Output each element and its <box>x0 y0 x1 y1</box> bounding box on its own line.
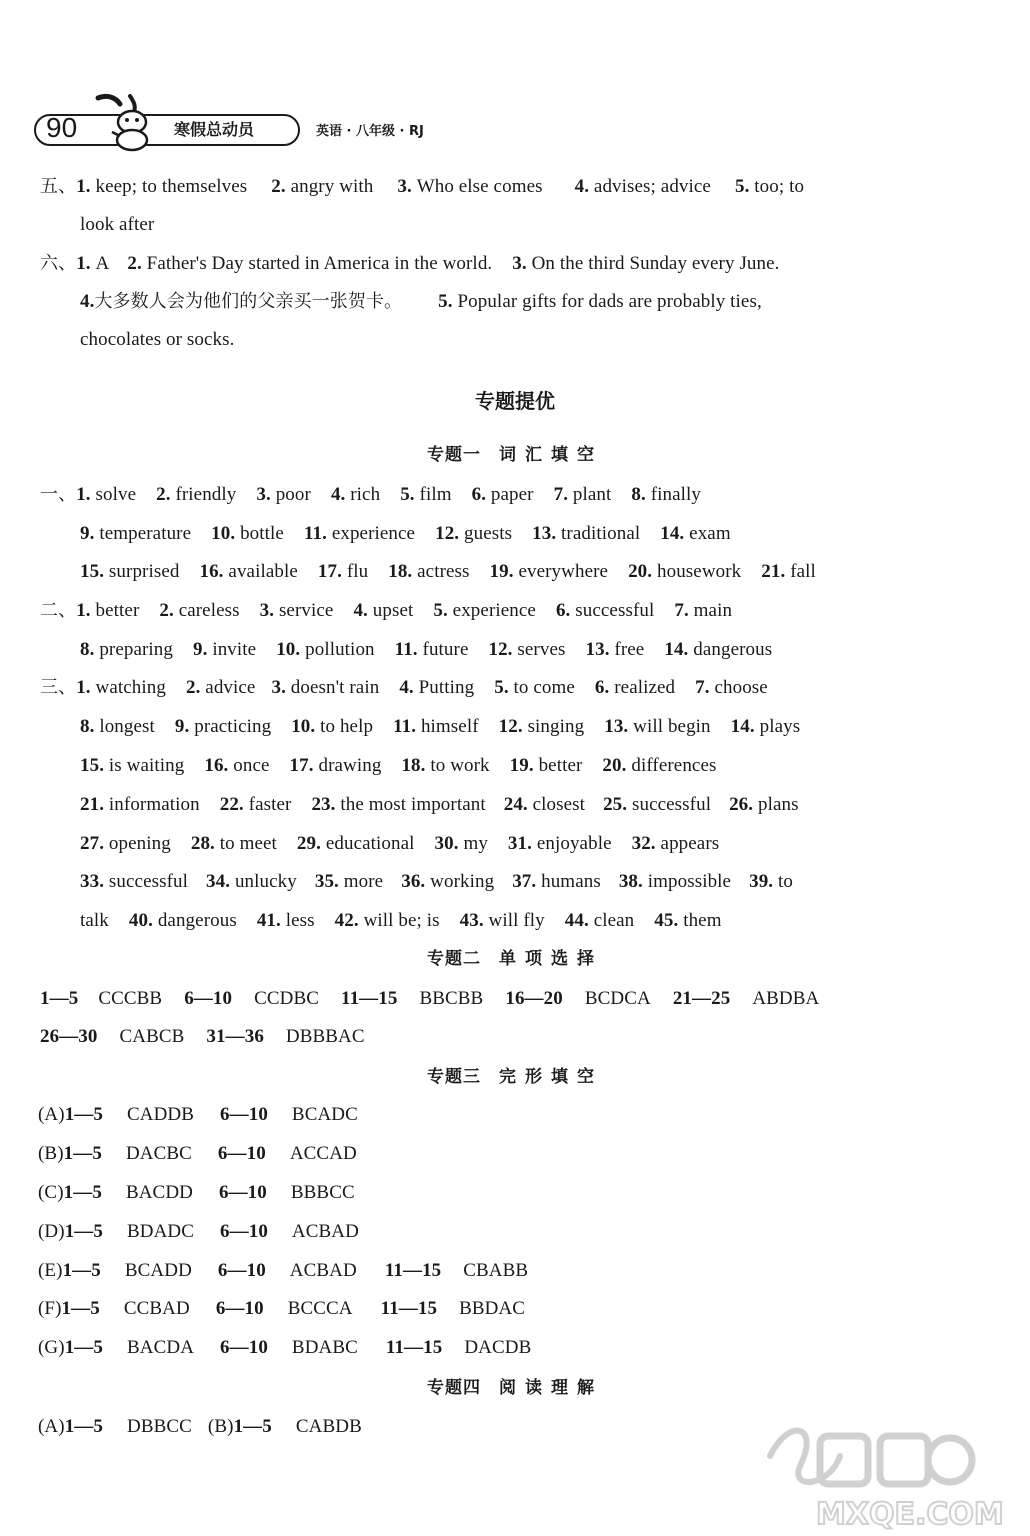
item-number: 23. <box>311 794 336 815</box>
answer: surprised <box>108 561 180 582</box>
answer: dangerous <box>693 639 773 660</box>
item-number: 1. <box>76 677 91 698</box>
range: 6—10 <box>217 1143 266 1164</box>
answer: paper <box>490 484 534 505</box>
item-number: 32. <box>631 833 656 854</box>
answer: BBDAC <box>459 1298 526 1319</box>
range: 1—5 <box>233 1416 272 1437</box>
answer: careless <box>178 600 240 621</box>
t1-san-line-4 <box>80 793 799 817</box>
answer: will fly <box>488 910 545 931</box>
item-number: 36. <box>401 871 426 892</box>
passage-label: (A) <box>38 1104 65 1125</box>
answer: service <box>278 600 334 621</box>
answer: practicing <box>194 716 272 737</box>
answer: BBBCC <box>290 1182 355 1203</box>
answer: finally <box>650 484 702 505</box>
answer: solve <box>95 484 137 505</box>
item-number: 14. <box>730 716 755 737</box>
answer: housework <box>657 561 742 582</box>
item-number: 15. <box>80 561 105 582</box>
section-liu-line-3 <box>80 328 234 352</box>
answer: experience <box>452 600 536 621</box>
item-number: 43. <box>459 910 484 931</box>
item-number: 14. <box>664 639 689 660</box>
item-number: 1. <box>76 176 91 197</box>
answer: faster <box>248 794 292 815</box>
answer: better <box>538 755 583 776</box>
answer: everywhere <box>518 561 609 582</box>
item-number: 5. <box>494 677 509 698</box>
item-number: 6. <box>594 677 610 698</box>
answer: actress <box>417 561 470 582</box>
answer: closest <box>532 794 586 815</box>
item-number: 25. <box>603 794 628 815</box>
item-number: 6. <box>555 600 571 621</box>
passage-label: (C) <box>38 1182 64 1203</box>
answer: ABDBA <box>752 988 820 1009</box>
answer: advises; advice <box>593 176 711 197</box>
answer: CCBAD <box>123 1298 190 1319</box>
answer: ACCAD <box>289 1143 357 1164</box>
answer: available <box>228 561 298 582</box>
answer: my <box>463 833 488 854</box>
item-number: 18. <box>388 561 413 582</box>
book-title: 寒假总动员 <box>174 120 255 139</box>
passage-label: (B) <box>207 1416 234 1437</box>
answer: himself <box>420 716 479 737</box>
t3-row-e <box>38 1259 528 1283</box>
item-number: 38. <box>618 871 643 892</box>
item-number: 20. <box>602 755 627 776</box>
item-number: 19. <box>509 755 534 776</box>
range: 11—15 <box>380 1298 438 1319</box>
item-number: 13. <box>532 523 557 544</box>
answer: ACBAD <box>289 1260 357 1281</box>
answer: once <box>233 755 270 776</box>
svg-text:MXQE.COM: MXQE.COM <box>816 1497 1004 1532</box>
passage-label: (E) <box>38 1260 63 1281</box>
t1-san-line-5 <box>80 832 719 856</box>
answer: singing <box>527 716 585 737</box>
answer: BCCCA <box>287 1298 353 1319</box>
item-number: 14. <box>660 523 685 544</box>
item-number: 11. <box>303 523 327 544</box>
mascot-icon <box>90 92 170 152</box>
answer: experience <box>331 523 416 544</box>
item-number: 4. <box>353 600 368 621</box>
answer: educational <box>325 833 415 854</box>
t3-row-c <box>38 1181 355 1205</box>
range: 1—5 <box>62 1260 101 1281</box>
range: 11—15 <box>384 1260 442 1281</box>
range: 6—10 <box>218 1182 267 1203</box>
answer: to <box>778 871 793 892</box>
item-number: 22. <box>219 794 244 815</box>
item-number: 13. <box>604 716 629 737</box>
answer: CABCB <box>119 1026 185 1047</box>
item-number: 5. <box>400 484 415 505</box>
answer: look after <box>80 214 155 235</box>
item-number: 41. <box>256 910 281 931</box>
answer: future <box>422 639 469 660</box>
section-liu-line-2 <box>80 290 762 314</box>
item-number: 3. <box>512 253 527 274</box>
answer: rich <box>350 484 381 505</box>
section-label: 五、 <box>40 176 77 197</box>
item-number: 30. <box>434 833 459 854</box>
item-number: 1. <box>76 484 91 505</box>
range: 1—5 <box>64 1104 103 1125</box>
answer: 大多数人会为他们的父亲买一张贺卡。 <box>94 291 403 312</box>
item-number: 3. <box>256 484 271 505</box>
answer: will be; is <box>363 910 440 931</box>
watermark-logo-icon <box>760 1396 1004 1532</box>
passage-label: (F) <box>38 1298 62 1319</box>
t1-er-line-1 <box>40 599 732 623</box>
answer: clean <box>593 910 635 931</box>
t1-san-line-6 <box>80 870 793 894</box>
answer: watching <box>95 677 166 698</box>
range: 1—5 <box>63 1143 102 1164</box>
range: 1—5 <box>61 1298 100 1319</box>
answer: CCCBB <box>98 988 163 1009</box>
item-number: 8. <box>631 484 646 505</box>
item-number: 9. <box>80 523 95 544</box>
answer: DACBC <box>125 1143 192 1164</box>
t3-row-g <box>38 1336 531 1360</box>
answer: is waiting <box>108 755 185 776</box>
item-number: 4. <box>574 176 590 197</box>
t4-row <box>38 1415 362 1439</box>
t1-yi-line-3 <box>80 560 816 584</box>
item-number: 2. <box>271 176 286 197</box>
section-label: 一、 <box>40 484 77 505</box>
range: 31—36 <box>206 1026 264 1047</box>
item-number: 39. <box>749 871 774 892</box>
item-number: 45. <box>654 910 679 931</box>
item-number: 2. <box>159 600 174 621</box>
item-number: 24. <box>503 794 528 815</box>
section-liu-line-1 <box>40 252 780 276</box>
answer: better <box>95 600 140 621</box>
answer: pollution <box>305 639 375 660</box>
answer: traditional <box>561 523 641 544</box>
item-number: 26. <box>729 794 754 815</box>
t3-row-b <box>38 1142 357 1166</box>
answer: longest <box>99 716 155 737</box>
answer: drawing <box>318 755 382 776</box>
topic-name: 单项选择 <box>499 949 603 969</box>
item-number: 10. <box>276 639 301 660</box>
item-number: 18. <box>401 755 426 776</box>
item-number: 4. <box>80 291 95 312</box>
range: 1—5 <box>64 1337 103 1358</box>
item-number: 7. <box>553 484 569 505</box>
t2-line-2 <box>40 1025 365 1049</box>
answer: main <box>693 600 733 621</box>
topic-3-heading <box>0 1066 1030 1088</box>
t3-row-a <box>38 1103 358 1127</box>
item-number: 2. <box>185 677 201 698</box>
answer: On the third Sunday every June. <box>531 253 780 274</box>
item-number: 34. <box>206 871 231 892</box>
answer: guests <box>464 523 513 544</box>
answer: BCADD <box>124 1260 192 1281</box>
page-number: 90 <box>46 112 78 143</box>
main-title: 专题提优 <box>475 389 555 413</box>
item-number: 12. <box>498 716 523 737</box>
answer: advice <box>205 677 256 698</box>
item-number: 5. <box>734 176 750 197</box>
item-number: 1. <box>76 600 91 621</box>
answer: successful <box>575 600 655 621</box>
answer: fall <box>790 561 816 582</box>
answer: BBCBB <box>419 988 484 1009</box>
answer: Father's Day started in America in the world. <box>146 253 493 274</box>
answer: serves <box>517 639 566 660</box>
answer: BCDCA <box>584 988 651 1009</box>
section-label: 二、 <box>40 600 77 621</box>
answer: working <box>430 871 495 892</box>
item-number: 17. <box>289 755 314 776</box>
item-number: 29. <box>296 833 321 854</box>
range: 6—10 <box>184 988 233 1009</box>
answer: temperature <box>99 523 192 544</box>
item-number: 9. <box>174 716 190 737</box>
answer: enjoyable <box>536 833 612 854</box>
range: 1—5 <box>63 1182 102 1203</box>
answer: successful <box>631 794 712 815</box>
answer: talk <box>80 910 109 931</box>
t1-san-line-2 <box>80 715 800 739</box>
answer: DBBCC <box>127 1416 192 1437</box>
topic-name: 阅读理解 <box>499 1378 603 1398</box>
passage-label: (G) <box>38 1337 65 1358</box>
answer: plays <box>759 716 801 737</box>
answer: CBABB <box>463 1260 529 1281</box>
item-number: 15. <box>80 755 105 776</box>
item-number: 7. <box>674 600 689 621</box>
answer: to work <box>430 755 490 776</box>
t1-san-line-1 <box>40 676 768 700</box>
t1-san-line-3 <box>80 754 717 778</box>
answer: BDABC <box>291 1337 358 1358</box>
answer: impossible <box>647 871 732 892</box>
item-number: 11. <box>393 716 417 737</box>
item-number: 3. <box>271 677 286 698</box>
answer: CABDB <box>295 1416 362 1437</box>
answer: appears <box>660 833 720 854</box>
topic-2-heading <box>0 948 1030 970</box>
answer: CADDB <box>127 1104 195 1125</box>
item-number: 19. <box>489 561 514 582</box>
item-number: 9. <box>193 639 208 660</box>
answer: chocolates or socks. <box>80 329 235 350</box>
answer: choose <box>714 677 768 698</box>
range: 6—10 <box>220 1337 268 1358</box>
answer: Putting <box>418 677 475 698</box>
answer: will begin <box>633 716 711 737</box>
item-number: 8. <box>80 639 95 660</box>
passage-label: (D) <box>38 1221 65 1242</box>
range: 6—10 <box>217 1260 266 1281</box>
item-number: 5. <box>438 291 453 312</box>
item-number: 31. <box>507 833 532 854</box>
section-wu-line-2 <box>80 213 154 237</box>
answer: flu <box>346 561 369 582</box>
answer: bottle <box>240 523 284 544</box>
answer: DACDB <box>464 1337 532 1358</box>
topic-name: 词汇填空 <box>499 445 603 465</box>
range: 1—5 <box>64 1416 103 1437</box>
item-number: 3. <box>259 600 275 621</box>
topic-title: 专题一 <box>427 445 481 465</box>
answer: angry with <box>290 176 374 197</box>
item-number: 5. <box>433 600 448 621</box>
item-number: 6. <box>471 484 487 505</box>
t3-row-f <box>38 1297 525 1321</box>
answer: exam <box>689 523 731 544</box>
t3-row-d <box>38 1220 359 1244</box>
item-number: 8. <box>80 716 95 737</box>
answer: BACDD <box>125 1182 193 1203</box>
passage-label: (A) <box>38 1416 65 1437</box>
item-number: 11. <box>394 639 418 660</box>
item-number: 33. <box>80 871 105 892</box>
page-header <box>34 92 464 152</box>
answer: humans <box>541 871 601 892</box>
item-number: 3. <box>397 176 412 197</box>
item-number: 10. <box>291 716 316 737</box>
answer: free <box>614 639 645 660</box>
answer: to help <box>320 716 374 737</box>
topic-title: 专题三 <box>427 1067 481 1087</box>
answer: DBBBAC <box>285 1026 365 1047</box>
topic-1-heading <box>0 444 1030 466</box>
answer: plant <box>572 484 612 505</box>
item-number: 12. <box>435 523 460 544</box>
item-number: 28. <box>190 833 215 854</box>
answer: upset <box>372 600 414 621</box>
answer: to come <box>513 677 575 698</box>
item-number: 10. <box>211 523 236 544</box>
answer: plans <box>758 794 799 815</box>
item-number: 16. <box>199 561 224 582</box>
item-number: 42. <box>334 910 359 931</box>
item-number: 44. <box>564 910 589 931</box>
item-number: 4. <box>330 484 346 505</box>
answer: Who else comes <box>416 176 543 197</box>
answer: preparing <box>99 639 174 660</box>
section-label: 六、 <box>40 253 77 274</box>
topic-title: 专题二 <box>427 949 481 969</box>
section-label: 三、 <box>40 677 77 698</box>
answer: more <box>343 871 384 892</box>
passage-label: (B) <box>38 1143 64 1164</box>
answer: successful <box>108 871 189 892</box>
item-number: 21. <box>80 794 105 815</box>
t1-yi-line-2 <box>80 522 731 546</box>
item-number: 20. <box>628 561 653 582</box>
section-wu-line-1 <box>40 175 804 199</box>
answer: ACBAD <box>291 1221 359 1242</box>
answer: realized <box>614 677 676 698</box>
item-number: 35. <box>314 871 339 892</box>
answer: BCADC <box>291 1104 358 1125</box>
answer: film <box>419 484 452 505</box>
t1-er-line-2 <box>80 638 772 662</box>
answer: to meet <box>219 833 277 854</box>
item-number: 7. <box>695 677 710 698</box>
range: 6—10 <box>215 1298 264 1319</box>
answer: differences <box>631 755 717 776</box>
item-number: 40. <box>128 910 153 931</box>
item-number: 1. <box>76 253 91 274</box>
answer: doesn't rain <box>290 677 380 698</box>
answer: dangerous <box>157 910 237 931</box>
topic-title: 专题四 <box>427 1378 481 1398</box>
item-number: 16. <box>204 755 229 776</box>
answer: unlucky <box>234 871 297 892</box>
topic-name: 完形填空 <box>499 1067 603 1087</box>
item-number: 21. <box>761 561 786 582</box>
t2-line-1 <box>40 987 819 1011</box>
answer: information <box>108 794 200 815</box>
answer: less <box>285 910 315 931</box>
answer: the most important <box>340 794 486 815</box>
answer: too; to <box>754 176 805 197</box>
answer: Popular gifts for dads are probably ties, <box>457 291 762 312</box>
range: 11—15 <box>341 988 398 1009</box>
t1-yi-line-1 <box>40 483 701 507</box>
answer: A <box>95 253 110 274</box>
t1-san-line-7 <box>80 909 722 933</box>
range: 11—15 <box>385 1337 443 1358</box>
item-number: 13. <box>585 639 610 660</box>
range: 6—10 <box>220 1104 268 1125</box>
item-number: 37. <box>512 871 537 892</box>
answer: poor <box>275 484 311 505</box>
item-number: 2. <box>156 484 171 505</box>
range: 16—20 <box>505 988 563 1009</box>
answer: BDADC <box>127 1221 195 1242</box>
answer: friendly <box>175 484 237 505</box>
answer: keep; to themselves <box>95 176 248 197</box>
item-number: 4. <box>399 677 414 698</box>
book-subtitle: 英语 · 八年级 · RJ <box>316 124 424 139</box>
answer: CCDBC <box>254 988 320 1009</box>
range: 1—5 <box>64 1221 103 1242</box>
answer: BACDA <box>127 1337 195 1358</box>
answer: invite <box>212 639 257 660</box>
range: 1—5 <box>40 988 79 1009</box>
range: 6—10 <box>220 1221 268 1242</box>
range: 21—25 <box>672 988 731 1009</box>
item-number: 17. <box>317 561 342 582</box>
range: 26—30 <box>40 1026 98 1047</box>
item-number: 2. <box>127 253 142 274</box>
item-number: 12. <box>488 639 513 660</box>
item-number: 27. <box>80 833 105 854</box>
answer: opening <box>108 833 171 854</box>
answer: them <box>683 910 722 931</box>
